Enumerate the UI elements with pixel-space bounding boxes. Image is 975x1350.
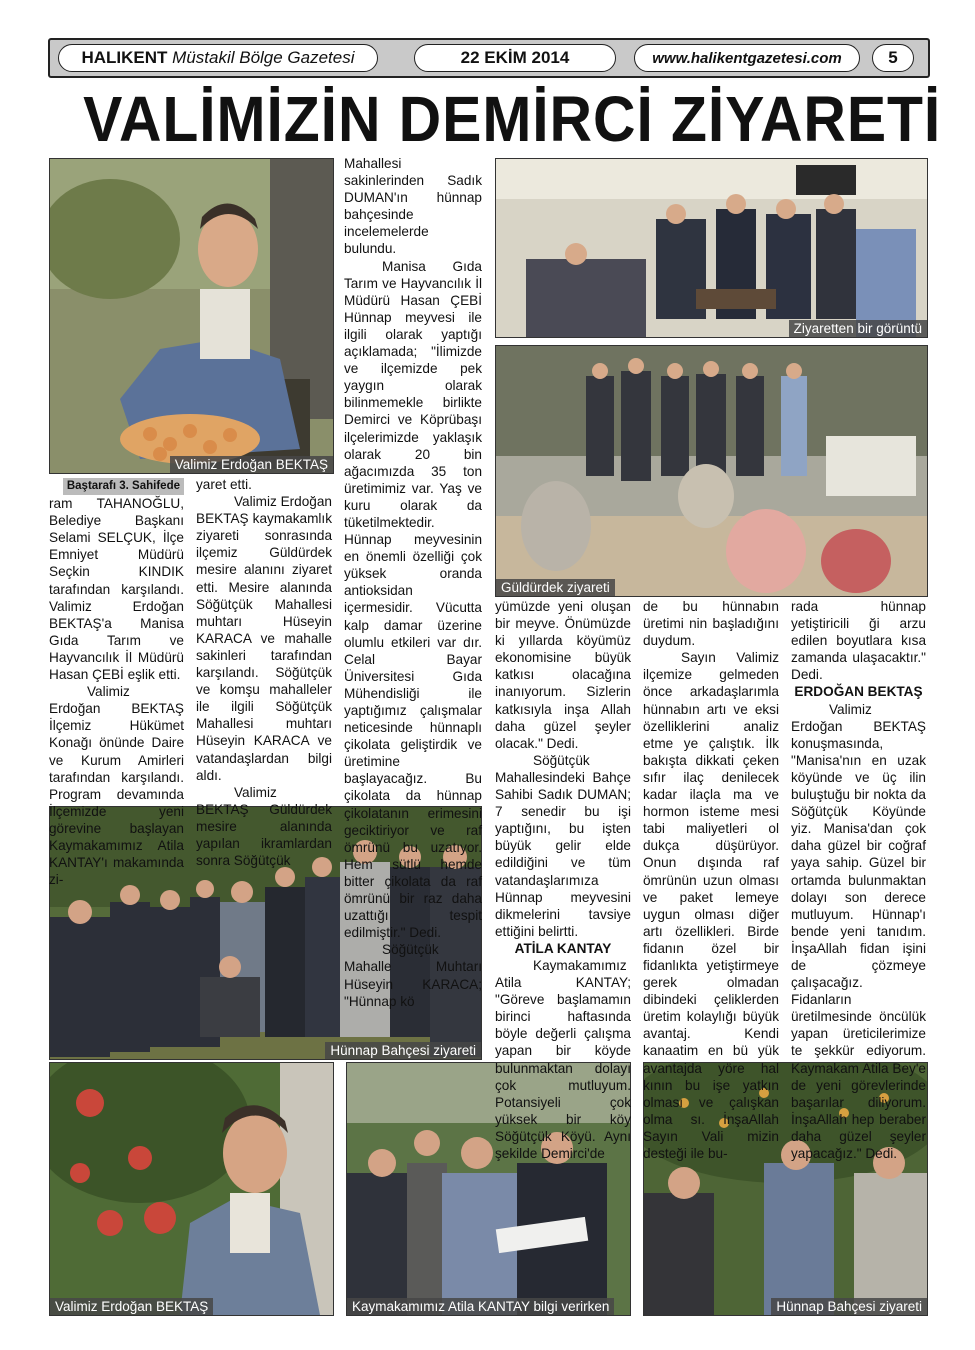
brand-subtitle: Müstakil Bölge Gazetesi bbox=[172, 48, 355, 67]
col2-para-1: yaret etti. bbox=[196, 477, 252, 492]
article-column-2 bbox=[196, 476, 332, 869]
headline: VALİMİZİN DEMİRCİ ZİYARETİ bbox=[83, 83, 942, 155]
photo-governor-crouching bbox=[49, 158, 334, 474]
col4-para-1: yümüzde yeni oluşan bir meyve. Önümüzde ki yıllarda köyümüz ekonomisine büyük katkısı olacağına inanıyorum. Sizlerin katkısıyla inşa Allah daha güzel şeyler olacak." Dedi. bbox=[495, 599, 631, 751]
col1-para-1: ram TAHANOĞLU, Belediye Başkanı Selami SELÇUK, İlçe Emniyet Müdürü Seçkin KINDIK tarafından karşılandı. Valimiz Erdoğan BEKTAŞ'a Manisa Gıda Tarım ve Hayvancılık İl Müdürü Hasan ÇEBİ eşlik etti. bbox=[49, 496, 184, 683]
col5-para-1: de bu hünnabın üretimi nin başladığını duydum. bbox=[643, 599, 779, 649]
caption-p4: Hünnap Bahçesi ziyareti bbox=[325, 1042, 481, 1059]
col2-para-3: Valimiz BEKTAŞ Güldürdek mesire alanında yapılan ikramlardan sonra Söğütçük bbox=[196, 784, 332, 869]
article-column-5 bbox=[643, 598, 779, 1162]
photo-guldurdek-visit bbox=[495, 345, 928, 597]
page-number: 5 bbox=[872, 44, 914, 72]
brand-name: HALIKENT bbox=[81, 48, 168, 67]
continued-label: Baştarafı 3. Sahifede bbox=[63, 478, 184, 495]
caption-p2: Ziyaretten bir görüntü bbox=[789, 320, 927, 337]
article-column-6 bbox=[791, 598, 926, 1162]
col4-para-2: Söğütçük Mahallesindeki Bahçe Sahibi Sadık DUMAN; 7 senedir bu işi yaptığını, bu işten büyük gelir elde edildiğini ve tüm vatandaşlarımıza Hünnap meyvesini dikmelerini tavsiye ettiğini belirtti. bbox=[495, 752, 631, 939]
col3-para-3: Söğütçük Mahalle Muhtarı Hüseyin KARACA; "Hünnap kö bbox=[344, 942, 482, 1009]
subheading-atila-kantay: ATİLA KANTAY bbox=[514, 940, 612, 956]
caption-p3: Güldürdek ziyareti bbox=[496, 579, 615, 596]
website-url: www.halikentgazetesi.com bbox=[634, 44, 860, 72]
col4-para-3: Kaymakamımız Atila KANTAY; "Göreve başlamamın birinci haftasında böyle değerli çalışma yapan bir köyde bulunmaktan dolayı çok mutluyum. Potansiyeli çok yüksek bir köy Söğütçük Köyü. Aynı şekilde Demirci'de bbox=[495, 957, 631, 1161]
photo-governor-fruit bbox=[49, 1062, 334, 1316]
col3-para-2: Manisa Gıda Tarım ve Hayvancılık İl Müdürü Hasan ÇEBİ Hünnap meyvesi ile ilgili olarak yaptığı açıklamada; "İlimizde ve ilçemizde pek yaygın olarak bilinmemekle birlikte Demirci ve Köprübaşı ilçelerimizde yaklaşık olarak 20 bin ağacımızda 35 ton üretimimiz var. Yaş ve kuru olarak da tüketilmektedir. Hünnap meyvesinin en önemli özelliği çok yüksek oranda antioksidan içermesidir. Vücutta kalp damar üzerine olumlu etkileri var dır. Celal Bayar Üniversitesi Gıda Mühendisliği ile yaptığımız çalışmalar neticesinde hünnaplı çikolata geliştirdik ve üretimine başlayacağız. Bu çikolata da hünnap çikolatanın erimesini geciktiriyor ve raf ömrünü bu uzatıyor. Hem sütlü hemde bitter çikolata da raf ömrünü bir raz daha uzattığı tespit edilmiştir." Dedi. bbox=[344, 258, 482, 941]
col6-para-1: rada hünnap yetiştiricili ği arzu edilen boyutlara kısa zamanda ulaşacaktır." Dedi. bbox=[791, 599, 926, 683]
caption-p7: Hünnap Bahçesi ziyareti bbox=[771, 1298, 927, 1315]
col5-para-2: Sayın Valimiz ilçemize gelmeden önce arkadaşlarımla hünnabın artı ve eksi özelliklerini analiz etme ye çalıştık. İlk bakışta dikkati çeken sıfır ilaç denilecek kadar ilaçla ma ve hormon isteme mesi tabi maliyetleri ol dukça düşürüyor. Onun dışında raf ömrünün uzun olması ve paket lemeye uygun olması diğer artı özellikleri. Birde fidanın özel bir fidanlıkta yetiştirmeye gerek olmadan dibindeki çeliklerden üretim kolaylığı büyük avantaj. Kendi kanaatim en bü yük avantajda yöre hal kının bu işe yatkın olması ve çalışkan olma sı. İnşaAllah Sayın Vali mizin desteği ile bu- bbox=[643, 650, 779, 1161]
col6-para-2: Valimiz Erdoğan BEKTAŞ konuşmasında, "Manisa'nın en uzak köyünde ve üç ilin buluştuğu bir nokta da Söğütçük Köyünde yiz. Manisa'dan çok daha güzel bir coğraf yaya sahip. Güzel bir ortamda bulunmaktan dolayı son derece mutluyum. Hünnap'ı bende yeni tanıdım. İnşaAllah fidan işini de çözmeye çalışacağız. Fidanların üretilmesinde öncülük yapan üreticilerimize te şekkür ediyorum. Kaymakam Atila Bey'e de yeni görevlerinde başarılar diliyorum. İnşaAllah hep beraber daha güzel şeyler yapacağız." Dedi. bbox=[791, 701, 926, 1161]
photo-office-visit bbox=[495, 158, 928, 338]
col3-para-1: Mahallesi sakinlerinden Sadık DUMAN'ın hünnap bahçesinde incelemelerde bulundu. bbox=[344, 156, 482, 257]
subheading-erdogan-bektas: ERDOĞAN BEKTAŞ bbox=[794, 684, 923, 700]
issue-date: 22 EKİM 2014 bbox=[414, 44, 616, 72]
masthead-pill bbox=[58, 44, 378, 72]
article-column-3 bbox=[344, 155, 482, 1010]
article-column-1 bbox=[49, 476, 184, 888]
article-column-4 bbox=[495, 598, 631, 1162]
caption-p1: Valimiz Erdoğan BEKTAŞ bbox=[170, 456, 333, 473]
header-bar bbox=[48, 38, 930, 78]
caption-p5: Valimiz Erdoğan BEKTAŞ bbox=[50, 1298, 213, 1315]
col1-para-2: Valimiz Erdoğan BEKTAŞ İlçemiz Hükümet Konağı önünde Daire ve Kurum Amirleri tarafından karşılandı. Program devamında İlçemizde yeni görevine başlayan Kaymakamımız Atila KANTAY'ı makamında zi- bbox=[49, 684, 184, 888]
caption-p6: Kaymakamımız Atila KANTAY bilgi verirken bbox=[347, 1298, 614, 1315]
col2-para-2: Valimiz Erdoğan BEKTAŞ kaymakamlık ziyareti sonrasında ilçemiz Güldürdek mesire alanını ziyaret etti. Mesire alanında Söğütçük Mahallesi muhtarı Hüseyin KARACA ve mahalle sakinleri tarafından karşılandı. Söğütçük ve komşu mahalleler ile ilgili Söğütçük Mahallesi muhtarı Hüseyin KARACA ve vatandaşlardan bilgi aldı. bbox=[196, 494, 332, 783]
